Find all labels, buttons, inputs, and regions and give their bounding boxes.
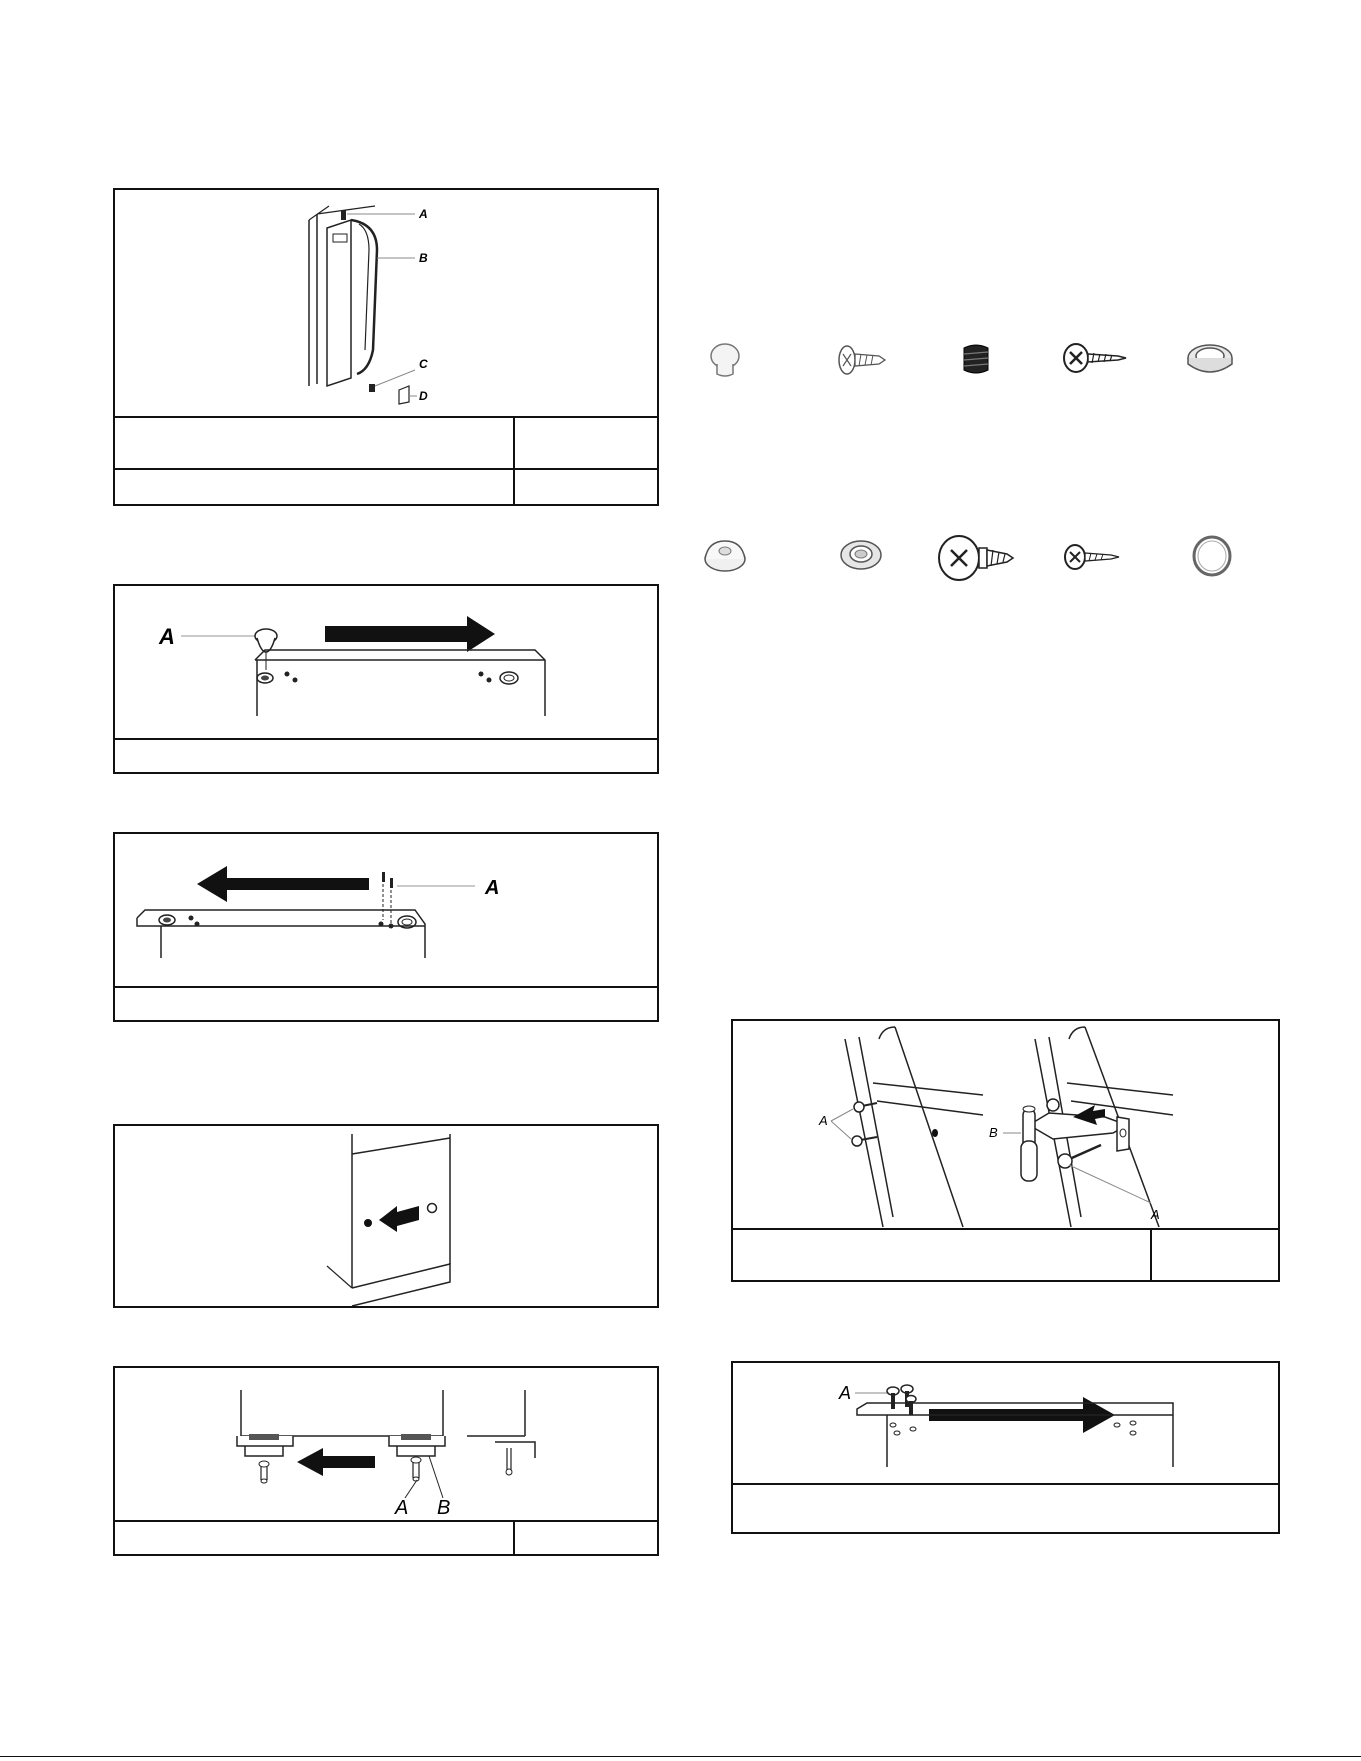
plastic-rivet-screw-icon — [835, 340, 891, 380]
caption-row — [733, 1483, 1278, 1534]
caption-cell — [115, 1522, 513, 1556]
label-handle-b: B — [419, 251, 428, 265]
bushing-icon — [1185, 340, 1235, 380]
caption-row — [733, 1228, 1278, 1282]
top-hinge-screws-illustration — [733, 1363, 1278, 1483]
o-ring-icon — [1190, 534, 1234, 578]
shoulder-screw-icon — [935, 530, 1017, 586]
side-hole-illustration — [115, 1126, 657, 1306]
label-handle-a: A — [419, 207, 428, 221]
caption-cell — [115, 470, 513, 506]
set-screw-icon — [958, 342, 994, 378]
label-middle-hinge-a-left: A — [819, 1113, 828, 1128]
caption-row — [115, 1520, 657, 1556]
figure-top-hinge-screws — [731, 1361, 1280, 1534]
figure-top-screw — [113, 832, 659, 1022]
figure-middle-hinge — [731, 1019, 1280, 1282]
caption-row — [115, 738, 657, 774]
figure-top-plug — [113, 584, 659, 774]
dome-cap-icon — [702, 535, 748, 575]
caption-cell — [115, 988, 657, 1022]
label-bottom-hinge-a: A — [395, 1497, 409, 1519]
top-plug-illustration — [115, 586, 657, 738]
small-screw-icon — [1063, 540, 1121, 574]
caption-row — [115, 468, 657, 506]
caption-cell — [733, 1485, 1278, 1534]
caption-cell — [513, 418, 657, 470]
label-middle-hinge-a-right: A — [1151, 1207, 1160, 1222]
label-middle-hinge-b: B — [989, 1125, 998, 1140]
caption-row — [115, 986, 657, 1022]
label-handle-c: C — [419, 357, 428, 371]
phillips-screw-icon — [1060, 338, 1128, 378]
label-bottom-hinge-b: B — [437, 1497, 451, 1519]
label-top-plug-a: A — [159, 624, 175, 649]
caption-cell — [115, 418, 513, 470]
figure-handle — [113, 188, 659, 506]
caption-cell — [733, 1230, 1150, 1282]
caption-cell — [115, 740, 657, 774]
hole-plug-cap-icon — [703, 340, 747, 380]
caption-row — [115, 416, 657, 470]
label-top-hinge-a: A — [839, 1383, 852, 1403]
bottom-hinge-illustration — [115, 1368, 657, 1520]
figure-bottom-hinge — [113, 1366, 659, 1556]
caption-cell — [513, 1522, 657, 1556]
washer-cap-icon — [838, 535, 884, 575]
handle-illustration — [115, 190, 657, 416]
caption-cell — [513, 470, 657, 506]
top-screw-illustration — [115, 834, 657, 986]
label-top-screw-a: A — [485, 877, 500, 899]
caption-cell — [1150, 1230, 1279, 1282]
figure-side-hole-plug — [113, 1124, 659, 1308]
label-handle-d: D — [419, 389, 428, 403]
middle-hinge-illustration — [733, 1021, 1278, 1229]
page-bottom-rule — [0, 1756, 1361, 1757]
